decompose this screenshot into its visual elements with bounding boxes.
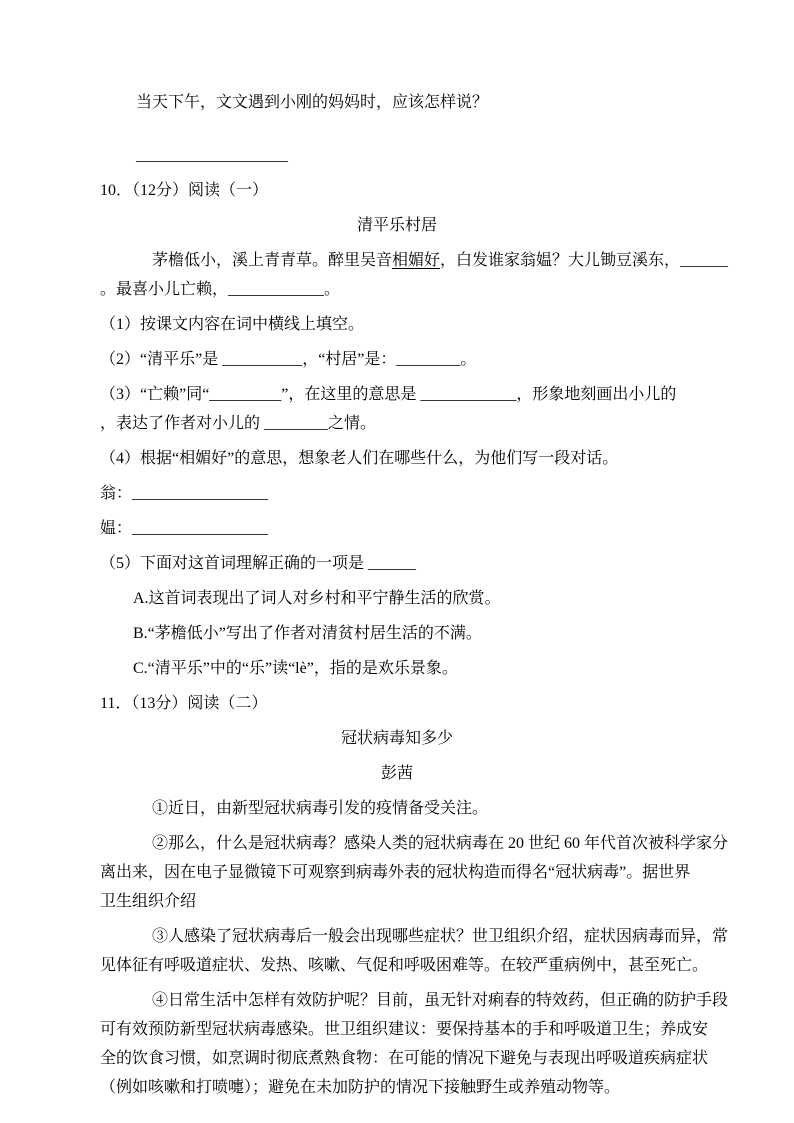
q11-paragraph-1: ①近日，由新型冠状病毒引发的疫情备受关注。 xyxy=(152,800,489,817)
q11-paragraph-2-line1: ②那么，什么是冠状病毒？感染人类的冠状病毒在 20 世纪 60 年代首次被科学家分 xyxy=(152,835,729,852)
q11-heading: 11．（13分）阅读（二） xyxy=(100,695,268,712)
q9-answer-blank: ___________________ xyxy=(136,147,288,164)
q11-article-title: 冠状病毒知多少 xyxy=(340,730,453,747)
poem-line1-underlined-word: 相媚好 xyxy=(392,252,441,269)
poem-line2-blank: ____________ xyxy=(228,281,325,298)
q10-heading: 10．（12分）阅读（一） xyxy=(100,182,269,199)
q11-paragraph-4-line3: 全的饮食习惯，如烹调时彻底煮熟食物：在可能的情况下避免与表现出呼吸道疾病症状 xyxy=(100,1050,709,1067)
poem-line2-end: 。 xyxy=(324,281,341,298)
q11-paragraph-4-line1: ④日常生活中怎样有效防护呢？目前，虽无针对痢春的特效药，但正确的防护手段 xyxy=(152,992,729,1009)
poem-line2-pre: 。最喜小儿亡赖， xyxy=(100,281,229,298)
q10-item-1: （1）按课文内容在词中横线上填空。 xyxy=(100,316,365,333)
q10-weng-dialogue-blank: 翁：_________________ xyxy=(100,485,269,502)
q11-article-author: 彭茜 xyxy=(380,765,413,782)
q9-prompt: 当天下午，文文遇到小刚的妈妈时，应该怎样说？ xyxy=(136,94,489,111)
q11-paragraph-3-line1: ③人感染了冠状病毒后一般会出现哪些症状？世卫组织介绍，症状因病毒而异，常 xyxy=(152,928,729,945)
poem-line1-blank: ______ xyxy=(680,252,729,269)
q10-item-2: （2）“清平乐”是 __________，“村居”是：________。 xyxy=(100,351,477,368)
q10-item-3-line1: （3）“亡赖”同“_________”，在这里的意思是 ____________，形象地刻画出小儿的 xyxy=(100,386,677,403)
q11-paragraph-4-line4: （例如咳嗽和打喷嚏）；避免在未加防护的情况下接触野生或养殖动物等。 xyxy=(100,1079,621,1096)
q10-item-5: （5）下面对这首词理解正确的一项是 ______ xyxy=(100,555,417,572)
q10-item-4: （4）根据“相媚好”的意思，想象老人们在哪些什么，为他们写一段对话。 xyxy=(100,450,619,467)
q10-poem-line2 xyxy=(100,275,694,304)
q10-option-c: C.“清平乐”中的“乐”读“lè”，指的是欢乐景象。 xyxy=(133,660,458,677)
q10-option-b: B.“茅檐低小”写出了作者对清贫村居生活的不满。 xyxy=(133,625,482,642)
q10-ao-dialogue-blank: 媪：_________________ xyxy=(100,520,269,537)
q11-paragraph-3-line2: 见体征有呼吸道症状、发热、咳嗽、气促和呼吸困难等。在较严重病例中，甚至死亡。 xyxy=(100,957,709,974)
q11-paragraph-2-line3: 卫生组织介绍 xyxy=(100,893,197,910)
q11-paragraph-4-line2: 可有效预防新型冠状病毒感染。世卫组织建议：要保持基本的手和呼吸道卫生；养成安 xyxy=(100,1021,709,1038)
q10-poem-title: 清平乐村居 xyxy=(356,217,437,234)
q11-paragraph-2-line2: 离出来，因在电子显微镜下可观察到病毒外表的冠状构造而得名“冠状病毒”。据世界 xyxy=(100,864,691,881)
poem-line1-mid: ，白发谁家翁媪？大儿锄豆溪东， xyxy=(440,252,681,269)
poem-line1-pre: 茅檐低小，溪上青青草。醉里吴音 xyxy=(152,252,393,269)
q10-option-a: A.这首词表现出了词人对乡村和平宁静生活的欣赏。 xyxy=(133,590,501,607)
q10-item-3-line2: ，表达了作者对小儿的 ________之情。 xyxy=(100,415,377,432)
q10-poem-line1 xyxy=(100,246,729,275)
